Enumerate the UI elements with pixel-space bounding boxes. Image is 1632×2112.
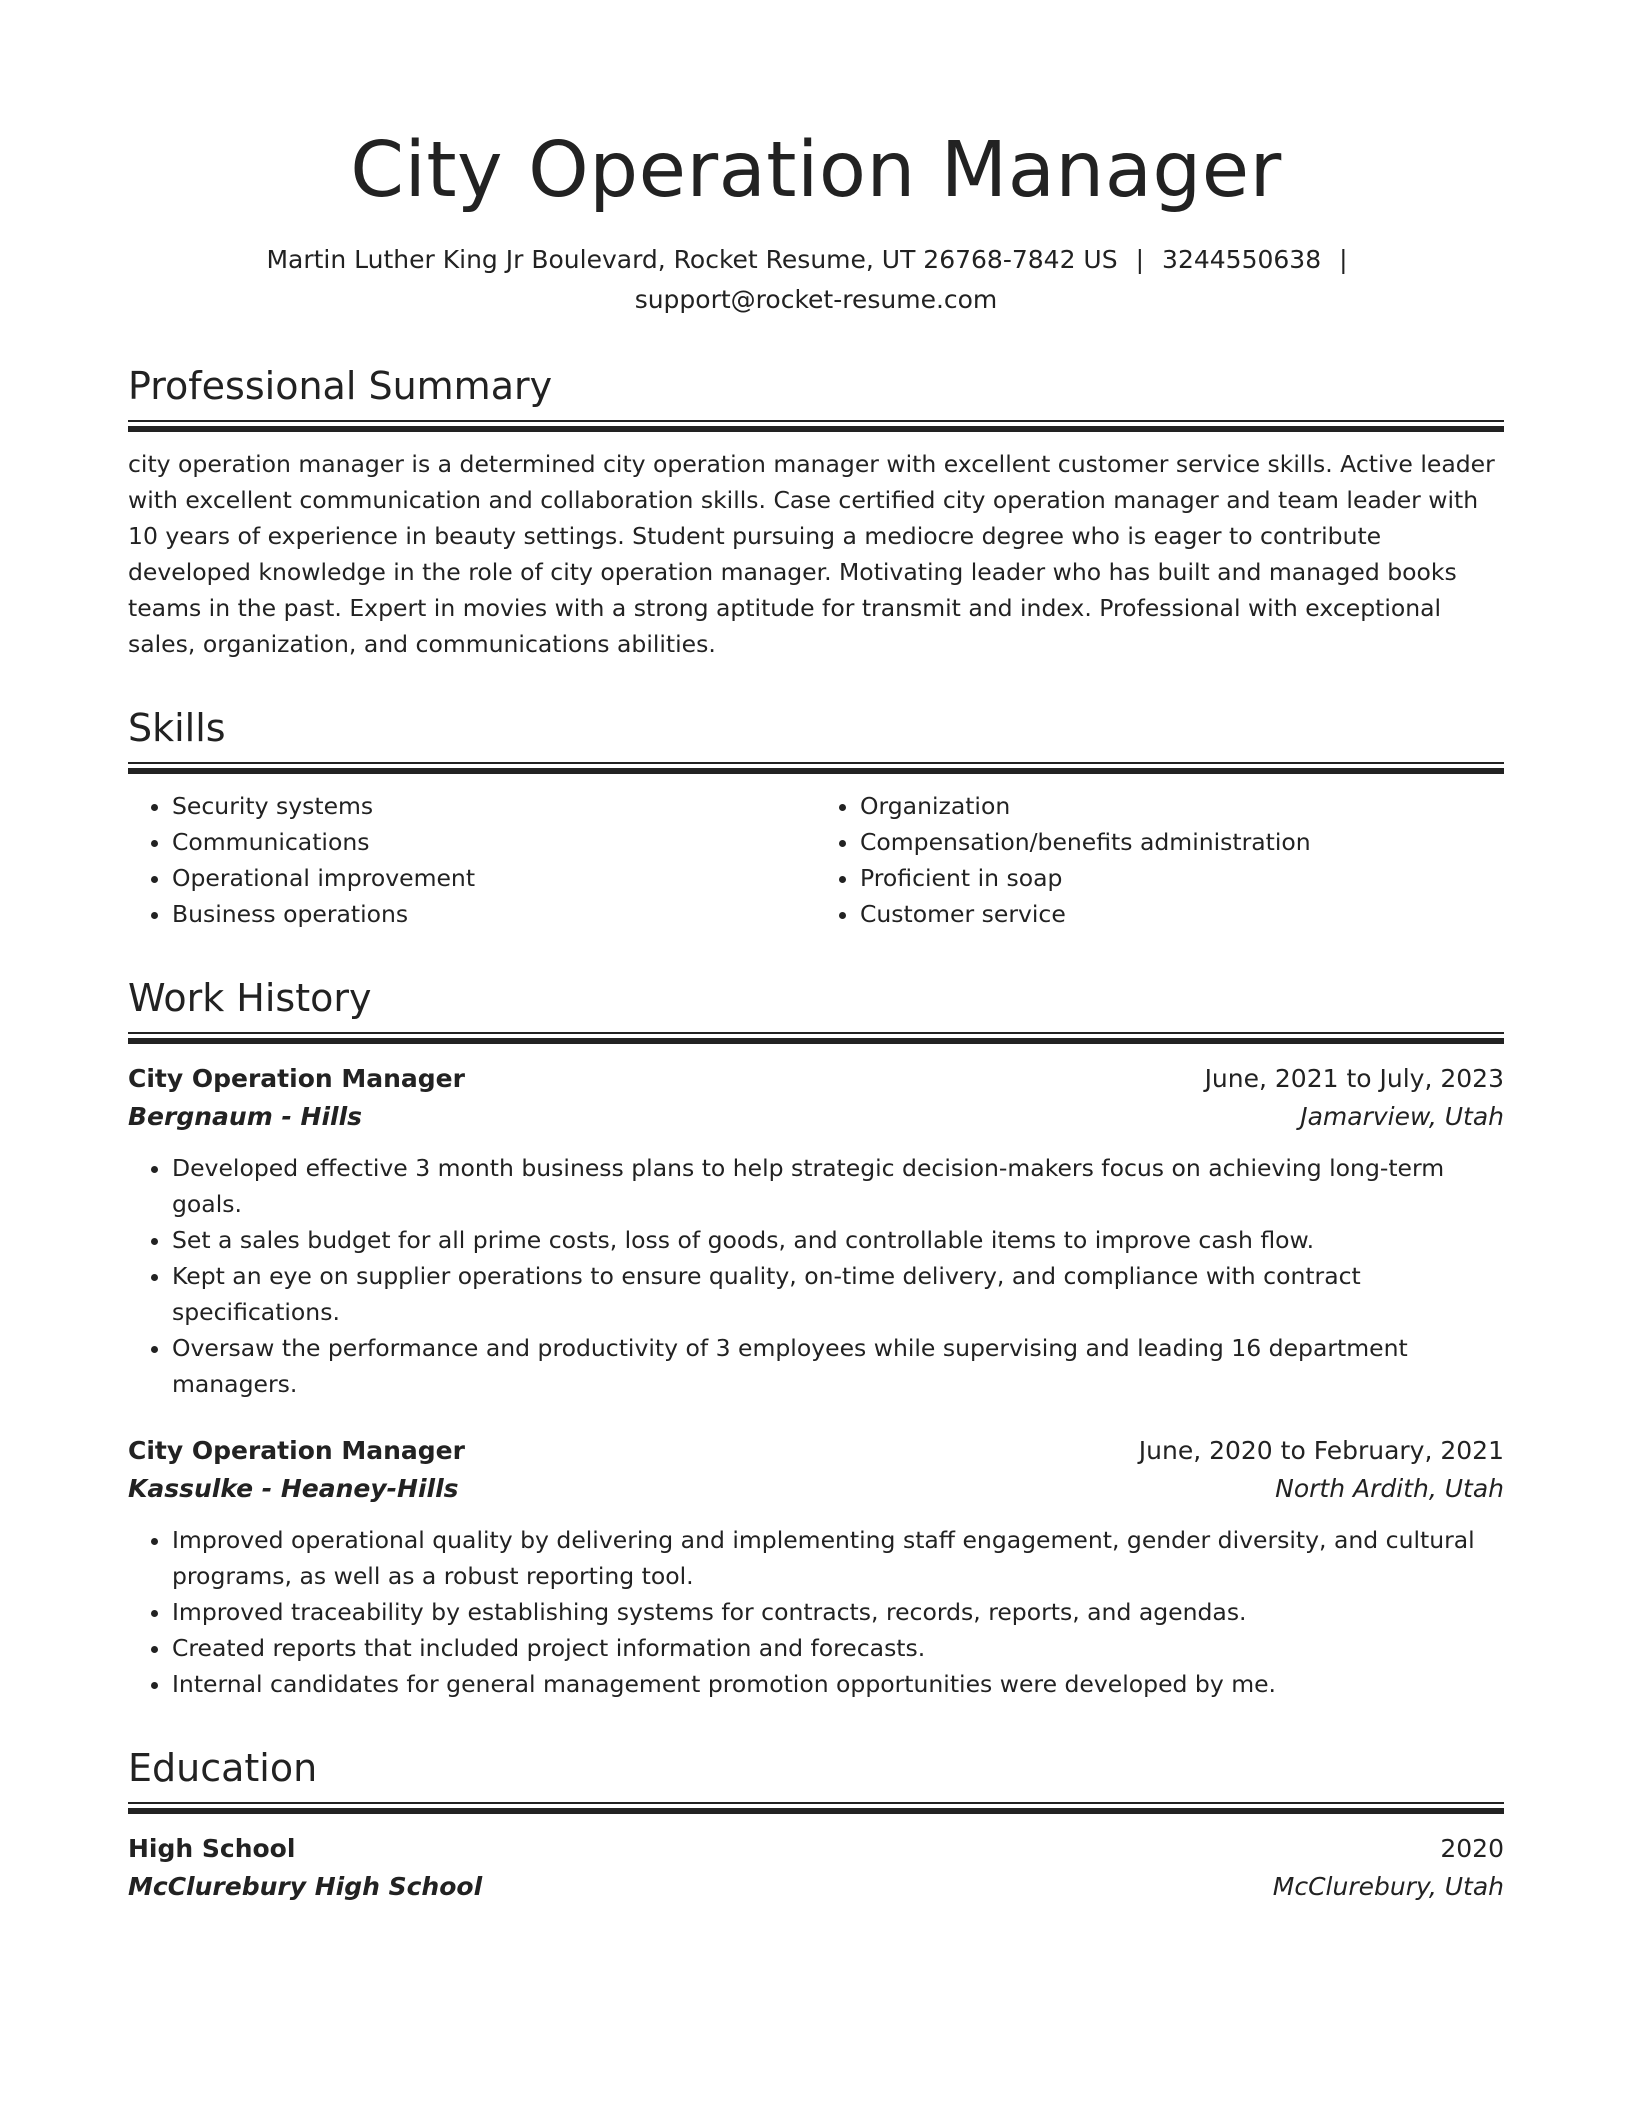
education-subheader — [128, 1868, 1504, 1906]
job-dates: June, 2020 to February, 2021 — [1138, 1436, 1504, 1465]
skill-item: • Security systems — [172, 788, 816, 824]
section-divider — [128, 1802, 1504, 1814]
job-entry — [128, 1432, 1504, 1702]
job-subheader — [128, 1470, 1504, 1508]
work-history-section — [128, 974, 1504, 1702]
job-subheader — [128, 1098, 1504, 1136]
skill-item: • Proficient in soap — [860, 860, 1504, 896]
job-bullet: • Created reports that included project information and forecasts. — [172, 1630, 1504, 1666]
job-bullet: • Set a sales budget for all prime costs, loss of goods, and controllable items to improve cash flow. — [172, 1222, 1504, 1258]
work-history-heading: Work History — [128, 976, 372, 1020]
skill-item: • Customer service — [860, 896, 1504, 932]
skills-section — [128, 704, 1504, 932]
summary-heading: Professional Summary — [128, 364, 553, 408]
job-bullet: • Kept an eye on supplier operations to ensure quality, on-time delivery, and compliance with contract specifications. — [172, 1258, 1504, 1330]
education-section — [128, 1744, 1504, 1906]
job-role: City Operation Manager — [128, 1436, 465, 1465]
section-divider — [128, 420, 1504, 432]
section-divider — [128, 762, 1504, 774]
skill-item: • Communications — [172, 824, 816, 860]
section-divider — [128, 1032, 1504, 1044]
skill-item: • Organization — [860, 788, 1504, 824]
contact-info — [128, 240, 1504, 320]
education-heading: Education — [128, 1746, 318, 1790]
job-bullets — [128, 1522, 1504, 1702]
contact-email: support@rocket-resume.com — [634, 285, 998, 314]
job-entry — [128, 1060, 1504, 1402]
skill-item: • Compensation/benefits administration — [860, 824, 1504, 860]
job-location: North Ardith, Utah — [1275, 1474, 1504, 1503]
job-location: Jamarview, Utah — [1300, 1102, 1504, 1131]
contact-separator: | — [1135, 245, 1145, 274]
education-entry — [128, 1830, 1504, 1906]
contact-separator: | — [1339, 245, 1348, 274]
job-dates: June, 2021 to July, 2023 — [1204, 1064, 1504, 1093]
skills-column-left — [128, 788, 816, 932]
job-bullet: • Developed effective 3 month business plans to help strategic decision-makers focus on achieving long-term goals. — [172, 1150, 1504, 1222]
education-year: 2020 — [1440, 1834, 1504, 1863]
skills-list — [128, 788, 1504, 932]
contact-phone: 3244550638 — [1162, 245, 1322, 274]
job-bullet: • Improved operational quality by delivering and implementing staff engagement, gender diversity, and cultural programs, as well as a robust reporting tool. — [172, 1522, 1504, 1594]
job-company: Bergnaum - Hills — [128, 1102, 363, 1131]
education-degree: High School — [128, 1834, 296, 1863]
job-bullet: • Improved traceability by establishing systems for contracts, records, reports, and agendas. — [172, 1594, 1504, 1630]
summary-section — [128, 362, 1504, 662]
skills-column-right — [816, 788, 1504, 932]
job-bullet: • Internal candidates for general management promotion opportunities were developed by me. — [172, 1666, 1504, 1702]
job-header — [128, 1432, 1504, 1470]
job-role: City Operation Manager — [128, 1064, 465, 1093]
skill-item: • Business operations — [172, 896, 816, 932]
education-location: McClurebury, Utah — [1272, 1872, 1504, 1901]
education-header — [128, 1830, 1504, 1868]
skill-item: • Operational improvement — [172, 860, 816, 896]
job-bullet: • Oversaw the performance and productivity of 3 employees while supervising and leading 16 department managers. — [172, 1330, 1504, 1402]
summary-text: city operation manager is a determined city operation manager with excellent customer service skills. Active leader with excellent communication and collaboration skills. Case certified city operation manager and team leader with 10 years of experience in beauty settings. Student pursuing a mediocre degree who is eager to contribute developed knowledge in the role of city operation manager. Motivating leader who has built and managed books teams in the past. Expert in movies with a strong aptitude for transmit and index. Professional with exceptional sales, organization, and communications abilities. — [128, 450, 1495, 658]
skills-heading: Skills — [128, 706, 226, 750]
job-header — [128, 1060, 1504, 1098]
job-company: Kassulke - Heaney-Hills — [128, 1474, 459, 1503]
contact-address: Martin Luther King Jr Boulevard, Rocket Resume, UT 26768-7842 US — [266, 245, 1118, 274]
job-bullets — [128, 1150, 1504, 1402]
resume-title: City Operation Manager — [350, 126, 1282, 215]
education-school: McClurebury High School — [128, 1872, 483, 1901]
